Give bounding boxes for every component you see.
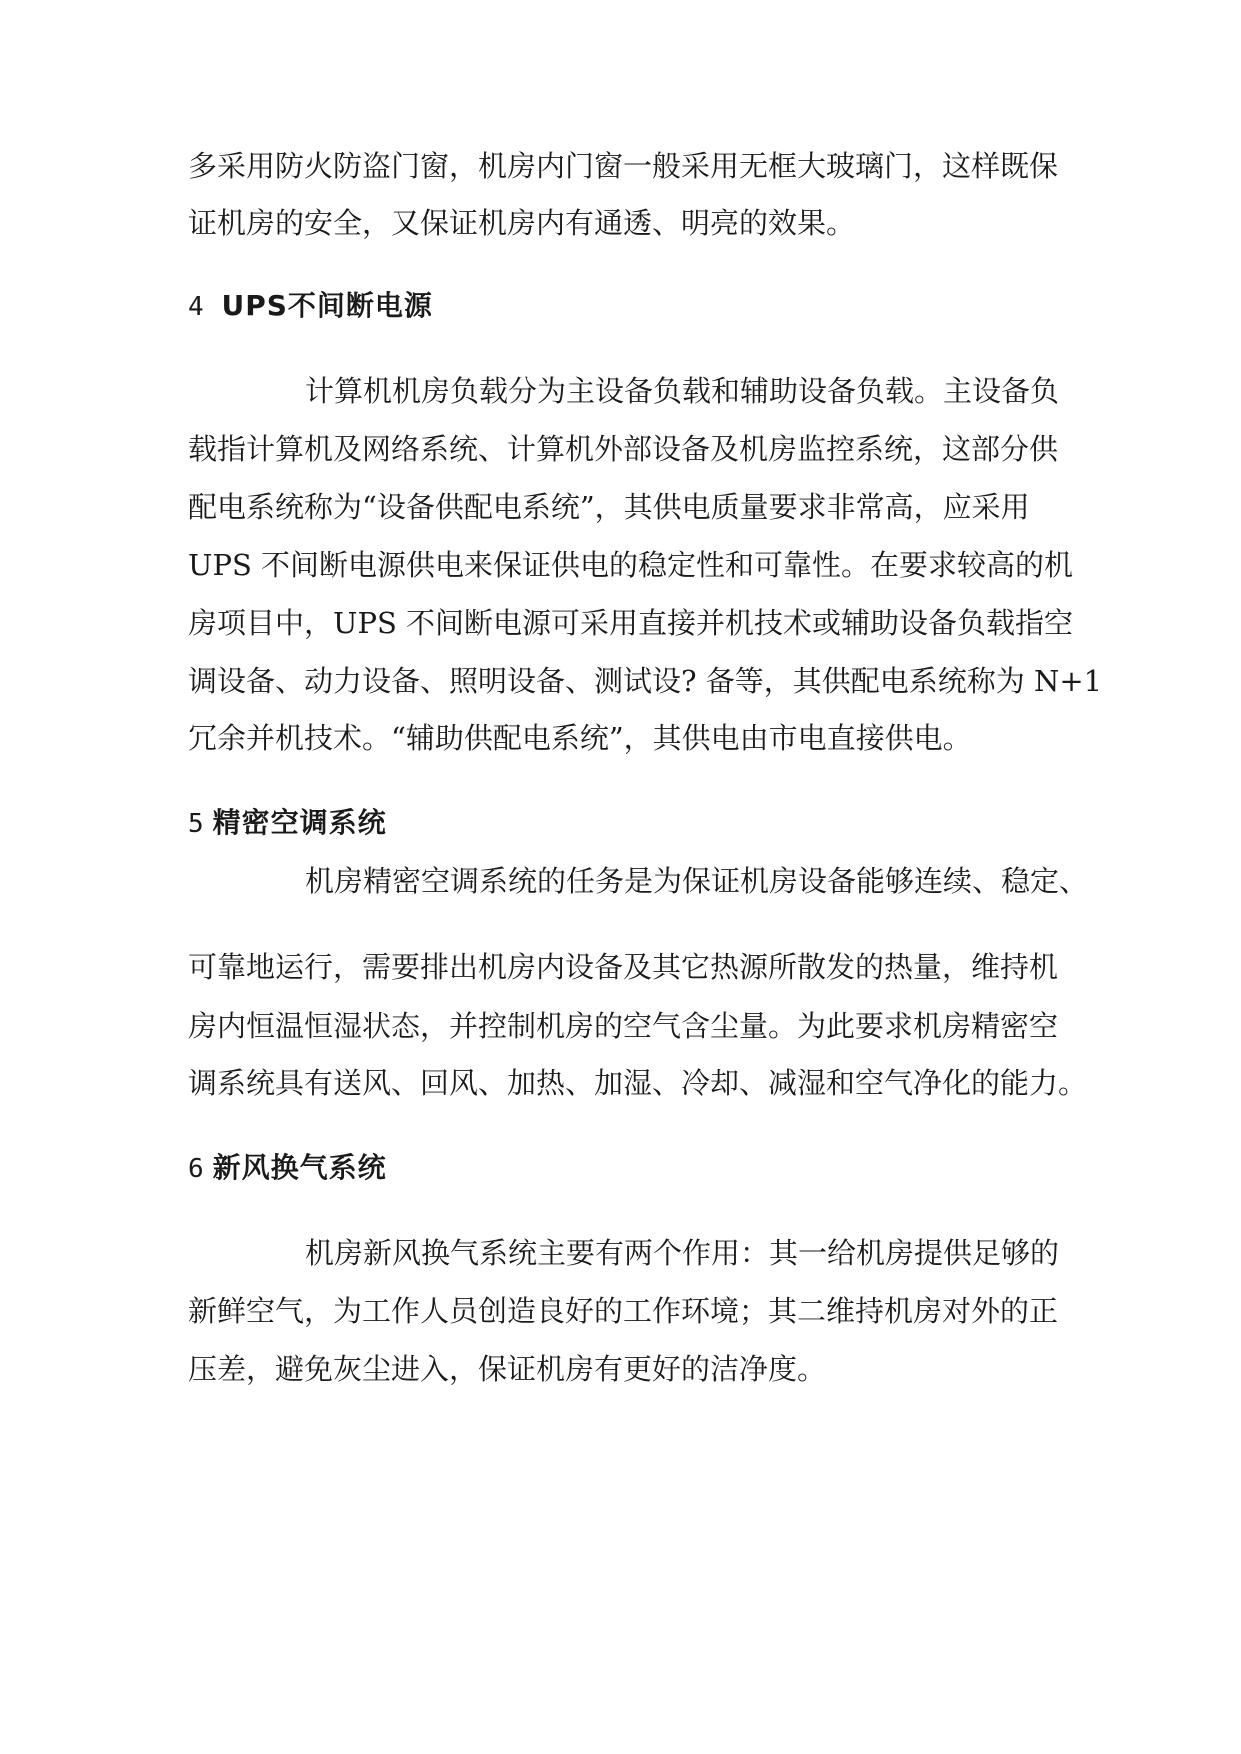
paragraph-line: 计算机机房负载分为主设备负载和辅助设备负载。主设备负 [305, 374, 1060, 408]
section-number: 4 [188, 292, 204, 322]
paragraph-line: 可靠地运行，需要排出机房内设备及其它热源所散发的热量，维持机 [188, 950, 1059, 984]
section-number: 5 [188, 809, 204, 839]
paragraph-line: 冗余并机技术。“辅助供配电系统”，其供电由市电直接供电。 [188, 721, 972, 755]
section-heading-5 [188, 803, 387, 844]
section-title: UPS不间断电源 [221, 289, 433, 322]
paragraph-line: 调设备、动力设备、照明设备、测试设? 备等，其供配电系统称为 N+1 [188, 664, 1103, 698]
paragraph-line: 载指计算机及网络系统、计算机外部设备及机房监控系统，这部分供 [188, 432, 1059, 466]
paragraph-line: 机房精密空调系统的任务是为保证机房设备能够连续、稳定、 [305, 864, 1089, 898]
section-title: 新风换气系统 [212, 1151, 387, 1184]
paragraph-line: 配电系统称为“设备供配电系统”，其供电质量要求非常高，应采用 [188, 490, 1030, 524]
paragraph-line: UPS 不间断电源供电来保证供电的稳定性和可靠性。在要求较高的机 [188, 548, 1074, 582]
paragraph-line: 新鲜空气，为工作人员创造良好的工作环境；其二维持机房对外的正 [188, 1294, 1059, 1328]
paragraph-line: 调系统具有送风、回风、加热、加湿、冷却、减湿和空气净化的能力。 [188, 1066, 1088, 1100]
paragraph-line: 机房新风换气系统主要有两个作用：其一给机房提供足够的 [305, 1236, 1060, 1270]
paragraph-line: 证机房的安全，又保证机房内有通透、明亮的效果。 [188, 206, 856, 240]
section-title: 精密空调系统 [212, 806, 387, 839]
paragraph-line: 房内恒温恒湿状态，并控制机房的空气含尘量。为此要求机房精密空 [188, 1009, 1059, 1043]
section-number: 6 [188, 1154, 204, 1184]
paragraph-line: 房项目中，UPS 不间断电源可采用直接并机技术或辅助设备负载指空 [188, 606, 1074, 640]
section-heading-4 [188, 286, 433, 327]
paragraph-line: 压差，避免灰尘进入，保证机房有更好的洁净度。 [188, 1352, 827, 1386]
section-heading-6 [188, 1148, 387, 1189]
paragraph-line: 多采用防火防盗门窗，机房内门窗一般采用无框大玻璃门，这样既保 [188, 149, 1059, 183]
